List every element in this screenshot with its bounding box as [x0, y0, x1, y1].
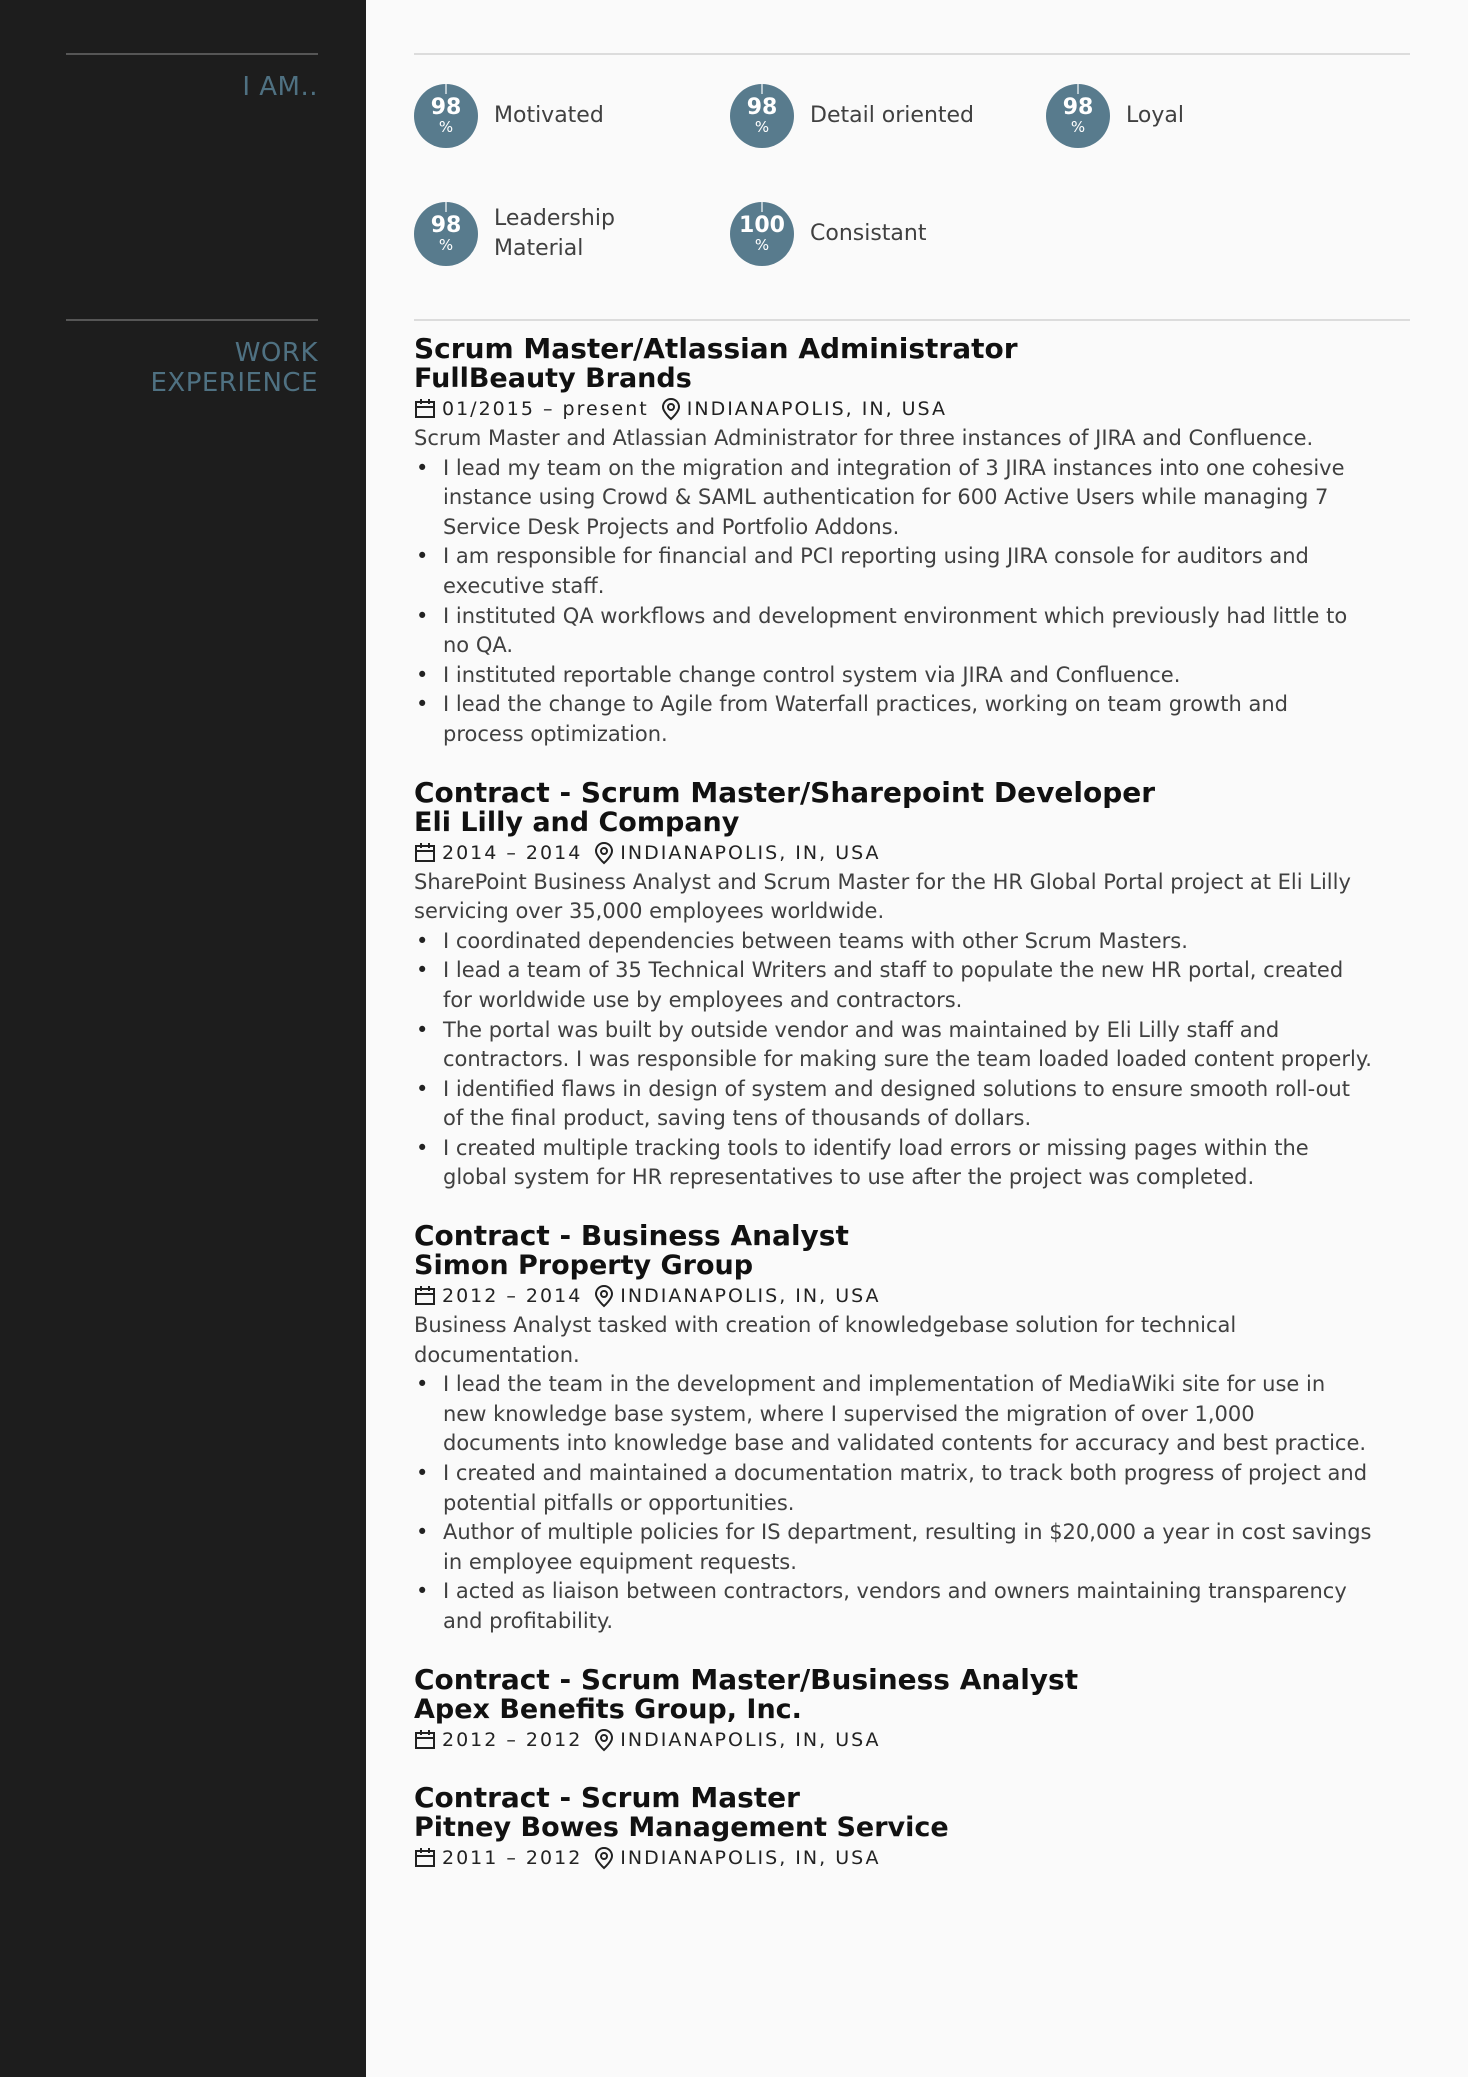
job-bullet: • The portal was built by outside vendor and was maintained by Eli Lilly staff and contractors. I was responsible for making sure the team loaded loaded content properly.: [414, 1016, 1374, 1075]
job-bullet: • I created and maintained a documentation matrix, to track both progress of project and potential pitfalls or opportunities.: [414, 1459, 1374, 1518]
trait-value: 98: [1062, 95, 1094, 120]
job-title: Contract - Business Analyst: [414, 1219, 849, 1253]
job-meta: [414, 1843, 1374, 1873]
job-dates: 2011 – 2012: [442, 1846, 583, 1869]
calendar-icon: [414, 842, 436, 864]
job-location: INDIANAPOLIS, IN, USA: [620, 1728, 881, 1751]
trait-label: Motivated: [494, 103, 604, 128]
trait-value: 98: [430, 95, 462, 120]
job-bullet: • I lead the team in the development and implementation of MediaWiki site for use in new knowledge base system, where I supervised the migration of over 1,000 documents into knowledge base and validated contents for accuracy and best practice.: [414, 1370, 1374, 1459]
job-company: Simon Property Group: [414, 1250, 754, 1282]
location-pin-icon: [594, 1728, 614, 1752]
job-summary: SharePoint Business Analyst and Scrum Master for the HR Global Portal project at Eli Lilly servicing over 35,000 employees worldwide.: [414, 869, 1351, 924]
job-title: Contract - Scrum Master/Sharepoint Developer: [414, 775, 1156, 809]
trait-label: Leadership Material: [494, 206, 615, 261]
sidebar: [0, 0, 366, 2077]
job-location: INDIANAPOLIS, IN, USA: [620, 1285, 881, 1308]
section-divider-left: [66, 319, 318, 321]
trait-label: Consistant: [810, 221, 927, 246]
job-meta: [414, 1725, 1374, 1755]
job-bullet-list: [414, 454, 1374, 750]
job-entry: [414, 334, 1374, 750]
job-dates: 2014 – 2014: [442, 841, 583, 864]
job-company: Pitney Bowes Management Service: [414, 1811, 949, 1843]
job-meta: [414, 394, 1374, 424]
job-summary: Business Analyst tasked with creation of knowledgebase solution for technical documentation.: [414, 1313, 1237, 1367]
trait-percent-circle: [414, 84, 478, 148]
trait-value: 98: [430, 213, 462, 238]
location-pin-icon: [594, 1846, 614, 1870]
trait-item: [414, 202, 634, 266]
job-bullet: • I am responsible for financial and PCI reporting using JIRA console for auditors and executive staff.: [414, 542, 1374, 601]
job-location: INDIANAPOLIS, IN, USA: [686, 398, 947, 420]
trait-item: [414, 84, 604, 148]
job-bullet-list: [414, 927, 1374, 1193]
job-entry: [414, 1221, 1374, 1637]
job-dates: 2012 – 2012: [442, 1728, 583, 1751]
trait-percent-circle: [414, 202, 478, 266]
section-title-work-experience: WORK EXPERIENCE: [150, 338, 318, 398]
trait-label: Detail oriented: [810, 103, 975, 128]
job-bullet: • I created multiple tracking tools to identify load errors or missing pages within the global system for HR representatives to use after the project was completed.: [414, 1134, 1374, 1193]
location-pin-icon: [661, 397, 681, 421]
job-bullet: • I instituted QA workflows and development environment which previously had little to no QA.: [414, 602, 1374, 661]
trait-value: 100: [739, 213, 785, 238]
trait-unit: %: [754, 118, 770, 136]
job-bullet: • I lead my team on the migration and integration of 3 JIRA instances into one cohesive instance using Crowd & SAML authentication for 600 Active Users while managing 7 Service Desk Projects and Portfolio Addons.: [414, 454, 1374, 543]
job-title: Contract - Scrum Master: [414, 1780, 800, 1814]
job-location: INDIANAPOLIS, IN, USA: [620, 1846, 881, 1869]
trait-label: Loyal: [1126, 103, 1184, 128]
job-company: Eli Lilly and Company: [414, 806, 740, 838]
trait-unit: %: [754, 236, 770, 254]
job-meta: [414, 838, 1374, 868]
trait-item: [730, 84, 974, 148]
job-title: Scrum Master/Atlassian Administrator: [414, 332, 1018, 365]
calendar-icon: [414, 398, 436, 420]
job-company: FullBeauty Brands: [414, 363, 692, 394]
job-title: Contract - Scrum Master/Business Analyst: [414, 1662, 1079, 1696]
section-divider-left: [66, 53, 318, 55]
job-entry: [414, 1662, 1374, 1755]
calendar-icon: [414, 1729, 436, 1751]
job-dates: 01/2015 – present: [442, 398, 649, 420]
job-location: INDIANAPOLIS, IN, USA: [620, 841, 881, 864]
location-pin-icon: [594, 1284, 614, 1308]
location-pin-icon: [594, 841, 614, 865]
job-entry: [414, 1780, 1374, 1873]
trait-value: 98: [746, 95, 778, 120]
section-title-i-am: I AM..: [242, 72, 318, 102]
section-divider-right: [414, 53, 1410, 55]
trait-unit: %: [438, 236, 454, 254]
job-bullet: • Author of multiple policies for IS department, resulting in $20,000 a year in cost savings in employee equipment requests.: [414, 1518, 1374, 1577]
calendar-icon: [414, 1285, 436, 1307]
job-bullet: • I acted as liaison between contractors, vendors and owners maintaining transparency and profitability.: [414, 1577, 1374, 1636]
job-meta: [414, 1281, 1374, 1311]
trait-percent-circle: [1046, 84, 1110, 148]
trait-percent-circle: [730, 84, 794, 148]
job-bullet: • I instituted reportable change control system via JIRA and Confluence.: [414, 661, 1374, 691]
calendar-icon: [414, 1847, 436, 1869]
trait-item: [730, 202, 926, 266]
job-company: Apex Benefits Group, Inc.: [414, 1693, 802, 1725]
job-bullet: • I identified flaws in design of system and designed solutions to ensure smooth roll-out of the final product, saving tens of thousands of dollars.: [414, 1075, 1374, 1134]
section-divider-right: [414, 319, 1410, 321]
job-summary: Scrum Master and Atlassian Administrator for three instances of JIRA and Confluence.: [414, 426, 1314, 450]
job-dates: 2012 – 2014: [442, 1285, 583, 1308]
job-bullet: • I coordinated dependencies between teams with other Scrum Masters.: [414, 927, 1374, 957]
trait-unit: %: [438, 118, 454, 136]
job-bullet: • I lead the change to Agile from Waterfall practices, working on team growth and process optimization.: [414, 690, 1374, 749]
job-entry: [414, 775, 1374, 1194]
work-experience-list: [414, 334, 1374, 1901]
trait-unit: %: [1070, 118, 1086, 136]
job-bullet-list: [414, 1370, 1374, 1636]
trait-percent-circle: [730, 202, 794, 266]
job-bullet: • I lead a team of 35 Technical Writers and staff to populate the new HR portal, created for worldwide use by employees and contractors.: [414, 956, 1374, 1015]
trait-item: [1046, 84, 1184, 148]
